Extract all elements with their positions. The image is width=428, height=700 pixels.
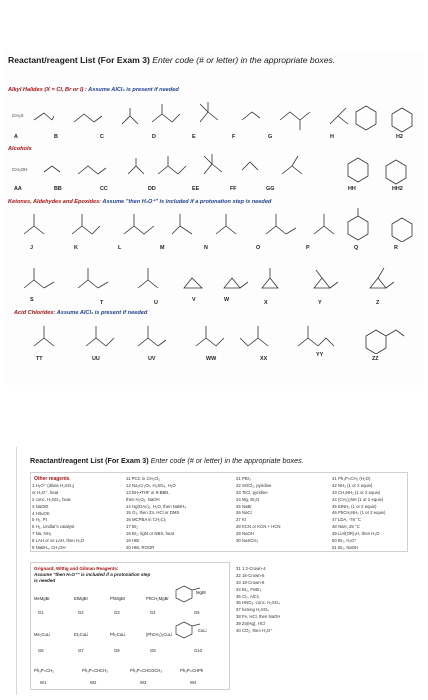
alcohols-header: Alcohols — [8, 146, 32, 152]
list-item: 3 NaOEt — [32, 503, 49, 509]
ketone-label: Z — [376, 300, 380, 306]
list-item: 22 SOCl₂, pyridine — [236, 482, 272, 488]
list-item: 27 KI — [236, 517, 247, 523]
reagent-code: G9 — [150, 648, 156, 653]
list-item: 6 H₂, Lindlar's catalyst — [32, 524, 75, 530]
alkyl-label: H — [330, 134, 334, 140]
list-item: 33 18-Crown-6 — [236, 579, 265, 585]
list-item: 49 LiAl(OR)₃H, then H₃O — [332, 531, 380, 537]
grignard-reagent: EtMgBr — [74, 596, 88, 601]
acid-label: UV — [148, 356, 156, 362]
list-item: 32 15-Crown-5 — [236, 572, 265, 578]
reagent-code: G4 — [150, 610, 156, 615]
ketone-label: Y — [318, 300, 322, 306]
acid-label: WW — [206, 356, 217, 362]
acid-label: ZZ — [372, 356, 379, 362]
reagent-list-col4 — [332, 476, 386, 552]
reagent-code: G8 — [114, 648, 120, 653]
wittig-reagent: Ph₃P=CHPh — [180, 668, 204, 673]
reagent-code: G10 — [194, 648, 202, 653]
ketone-label: T — [100, 300, 104, 306]
cyclohexyl-structures — [174, 584, 207, 640]
acid-label: XX — [260, 356, 268, 362]
sheet-top-title: Reactant/reagent List (For Exam 3) Enter code (# or letter) in the appropriate boxes. — [8, 55, 336, 65]
reagent-code: G7 — [78, 648, 84, 653]
list-item: 37 fuming H₂SO₄ — [236, 607, 269, 613]
alcohol-label: BB — [54, 186, 62, 192]
list-item: 4 t-BuOK — [32, 510, 50, 516]
reagent-list-col1 — [32, 483, 84, 552]
list-item: or H₃O⁺, heat — [32, 489, 59, 495]
alkyl-label: H2 — [396, 134, 403, 140]
acid-chloride-structures — [30, 318, 410, 354]
alkyl-prefix: CH₃X — [12, 113, 24, 118]
alcohol-label: GG — [266, 186, 275, 192]
list-item: 48 NaH, 25 °C — [332, 524, 360, 530]
reagent-code: G1 — [38, 610, 44, 615]
alkyl-label: E — [192, 134, 196, 140]
acid-label: UU — [92, 356, 100, 362]
list-item: 26 NaCl — [236, 510, 252, 516]
gilman-reagent: Et₂CuLi — [74, 632, 89, 637]
alcohol-label: HH — [348, 186, 356, 192]
list-item: 24 Mg, Et₂O — [236, 496, 260, 502]
acid-chlorides-header: Acid Chlorides: Assume AlCl₃ is present if needed — [14, 310, 148, 316]
list-item: 34 Br₂, FeBr₃ — [236, 586, 262, 592]
list-item: 39 Zn(Hg), HCl — [236, 621, 265, 627]
gilman-reagent: CuLi — [198, 628, 207, 633]
ketone-label: P — [306, 245, 310, 251]
ketones-header: Ketones, Aldehydes and Epoxides: Assume "then H₃O⁺" is included if a protonation step is needed — [8, 199, 272, 205]
reagent-code: G5 — [194, 610, 200, 615]
list-item: then H₂O₂, NaOH — [126, 496, 160, 502]
list-item: 50 Br₂, H₃O⁺ — [332, 538, 357, 544]
list-item: 17 Br₂ — [126, 524, 138, 530]
ketone-label: M — [160, 245, 165, 251]
list-item: 35 Cl₂, AlCl₃ — [236, 593, 260, 599]
ketone-label: O — [256, 245, 261, 251]
ketone-structures-row2 — [20, 258, 420, 296]
list-item: 13 BH₃•THF or 9-BBN, — [126, 489, 170, 495]
list-item: 1 H₃O⁺ (dilute H₂SO₄) — [32, 483, 75, 488]
list-item: 47 LDA, -78 °C — [332, 517, 361, 523]
list-item: 20 HBr, ROOR — [126, 544, 155, 550]
ketone-label: N — [204, 245, 208, 251]
wittig-reagent: Ph₃P=CHCOCH₃ — [130, 668, 163, 673]
list-item: 30 NaSCH₃ — [236, 538, 259, 544]
acid-label: YY — [316, 352, 324, 358]
reagent-code: G6 — [38, 648, 44, 653]
list-item: 5 H₂, Pt — [32, 517, 47, 523]
list-item: 11 PCC in CH₂Cl₂ — [126, 476, 161, 481]
ketone-label: L — [118, 245, 122, 251]
list-item: 45 EtNH₂ (1 or 2 equiv) — [332, 503, 377, 509]
reagent-code: W3 — [140, 680, 147, 685]
alcohol-label: DD — [148, 186, 156, 192]
list-item: 25 NaBr — [236, 503, 252, 509]
gilman-reagent: (PhCH₂)₂CuLi — [146, 632, 172, 637]
list-item: 28 KCN or KCN + HCN — [236, 524, 281, 530]
list-item: 38 Fe, HCl, then NaOH — [236, 614, 281, 620]
alcohol-label: FF — [230, 186, 237, 192]
ketone-label: X — [264, 300, 268, 306]
ketone-label: W — [224, 297, 230, 303]
alcohol-label: CC — [100, 186, 108, 192]
list-item: 18 Br₂, light or NBS, heat — [126, 531, 175, 537]
list-item: 2 conc. H₂SO₄, heat — [32, 496, 71, 502]
list-item: 19 HBr — [126, 538, 140, 544]
grignard-reagent: MgBr — [196, 590, 207, 595]
alkyl-label: A — [14, 134, 18, 140]
list-item: 21 PBr₃ — [236, 476, 251, 481]
reagent-code: G3 — [114, 610, 120, 615]
list-item: 16 MCPBA in CH₂Cl₂ — [126, 517, 167, 523]
alkyl-halide-structures — [30, 98, 422, 138]
alcohol-label: EE — [192, 186, 200, 192]
list-item: 23 TsCl, pyridine — [236, 489, 268, 495]
grignard-reagent: PhMgBr — [110, 596, 126, 601]
alkyl-label: C — [100, 134, 104, 140]
list-item: 9 NaBH₄, CH₃OH — [32, 545, 66, 551]
list-item: 42 NH₃ (1 or 2 equiv) — [332, 482, 373, 488]
list-item: 46 PhCH₂NH₂ (1 or 2 equiv) — [332, 510, 386, 516]
list-item: 31 1 2-Crown-4 — [236, 566, 266, 571]
list-item: 43 CH₃NH₂ (1 or 2 equiv) — [332, 489, 381, 495]
reagent-list-col3b — [236, 566, 280, 635]
ketone-label: V — [192, 297, 196, 303]
ketone-label: K — [74, 245, 78, 251]
alcohol-prefix: CH₃OH — [12, 167, 28, 172]
alcohol-label: HH2 — [392, 186, 403, 192]
list-item: 14 Hg(OAc)₂, H₂O, then NaBH₄ — [126, 503, 187, 509]
grignard-reagent: MeMgBr — [34, 596, 50, 601]
ketone-label: J — [30, 245, 33, 251]
acid-label: TT — [36, 356, 43, 362]
list-item: 41 Ph₃P=CH₂ (H₂O) — [332, 476, 371, 481]
list-item: 7 Na, NH₃ — [32, 531, 52, 537]
list-item: 44 (CH₃)₂NH (1 or 2 equiv) — [332, 496, 384, 502]
gilman-reagent: Me₂CuLi — [34, 632, 51, 637]
list-item: 15 O₃, then Zn, HCl or DMS — [126, 510, 180, 516]
alkyl-label: B — [54, 134, 58, 140]
alcohol-structures — [40, 152, 422, 186]
list-item: 51 Br₂, NaOH — [332, 544, 359, 550]
alcohol-label: AA — [14, 186, 22, 192]
reagent-code: W1 — [40, 680, 47, 685]
list-item: 8 LAH or xs LAH, then H₃O — [32, 538, 85, 544]
ketone-label: Q — [354, 245, 359, 251]
list-item: 29 NaOH — [236, 531, 254, 537]
list-item: 36 HNO₃, conc. H₂SO₄ — [236, 600, 280, 606]
sheet-bottom-title: Reactant/reagent List (For Exam 3) Enter code (# or letter) in the appropriate boxes. — [30, 456, 304, 465]
reagent-list-col2 — [126, 476, 186, 552]
reagent-code: G2 — [78, 610, 84, 615]
ketone-label: S — [30, 297, 34, 303]
reagent-code: W4 — [190, 680, 197, 685]
alkyl-label: F — [232, 134, 236, 140]
wittig-reagent: Ph₃P=CH₂ — [34, 668, 54, 673]
reagent-code: W2 — [90, 680, 97, 685]
ketone-label: U — [154, 300, 158, 306]
grignard-reagent: PhCH₂MgBr — [146, 596, 169, 601]
ketone-structures-row1 — [20, 206, 420, 242]
ketone-label: R — [394, 245, 398, 251]
alkyl-halides-header: Alkyl Halides (X = Cl, Br or I) : Assume AlCl₃ is present if needed — [8, 87, 179, 93]
other-reagents-header: Other reagents — [34, 476, 70, 482]
alkyl-label: D — [152, 134, 156, 140]
grignard-title: Grignard, Wittig and Gilman Reagents: Assume "then H₃O⁺" is included if a protonation step is needed — [34, 566, 151, 583]
wittig-reagent: Ph₃P=CHCH₃ — [82, 668, 108, 673]
list-item: 12 Na₂Cr₂O₇, H₂SO₄, H₂O — [126, 482, 176, 488]
list-item: 40 CO₂, then H₃O⁺ — [236, 628, 273, 634]
reagent-list-col3 — [236, 476, 281, 545]
alkyl-label: G — [268, 134, 273, 140]
gilman-reagent: Ph₂CuLi — [110, 632, 126, 637]
